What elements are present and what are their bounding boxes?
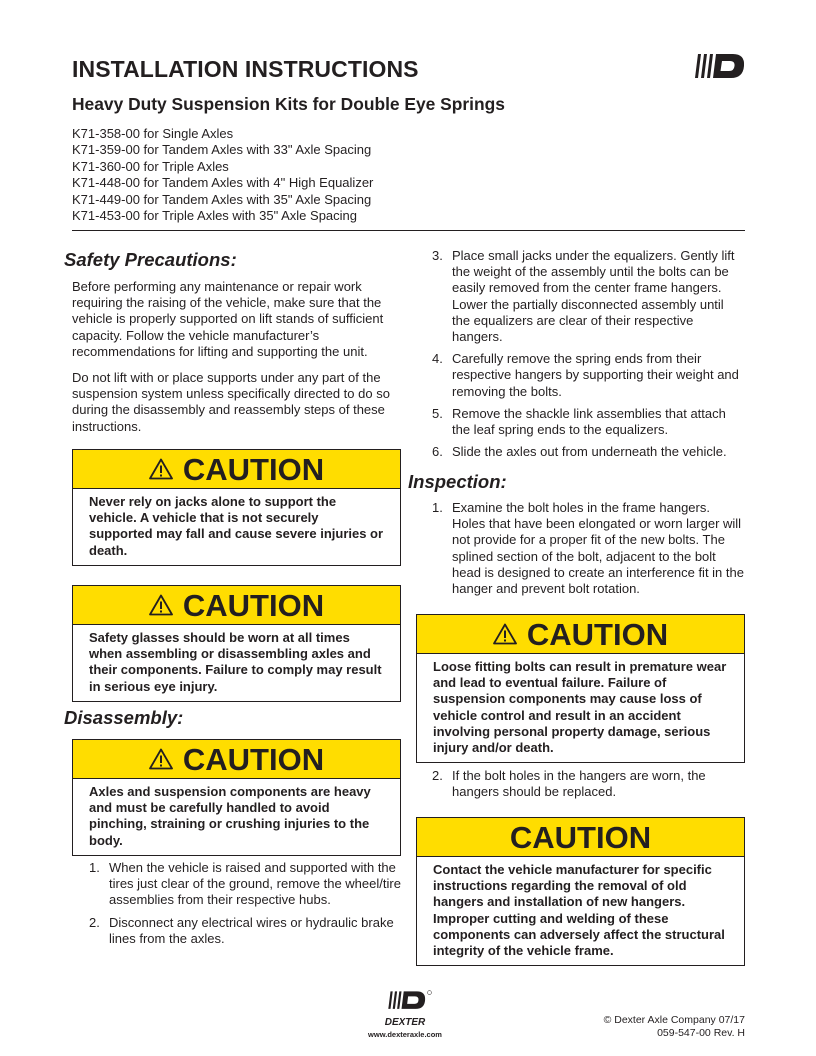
step-number: 5. <box>432 405 443 421</box>
list-item <box>432 248 744 345</box>
step-text: Place small jacks under the equalizers. Gently lift the weight of the assembly until the bolts can be easily removed from the center frame hangers. Lower the partially disconnected assembly until the equalizers are clear of their respective hangers. <box>452 248 735 345</box>
inspection-steps <box>432 500 744 597</box>
caution-box-glasses <box>72 585 401 702</box>
dexter-logo-icon <box>388 988 432 1016</box>
list-item <box>432 768 744 800</box>
kit-item: K71-453-00 for Triple Axles with 35" Axle Spacing <box>72 208 357 224</box>
inspection-steps-continued <box>432 768 744 800</box>
list-item <box>432 500 744 597</box>
kit-item: K71-449-00 for Tandem Axles with 35" Axle Spacing <box>72 191 372 207</box>
step-text: Slide the axles out from underneath the vehicle. <box>452 444 727 460</box>
document-subtitle: Heavy Duty Suspension Kits for Double Eye Springs <box>72 94 505 114</box>
step-text: Examine the bolt holes in the frame hangers. Holes that have been elongated or worn larger will not provide for a proper fit of the new bolts. The splined section of the bolt, adjacent to the bolt head is designed to create an interference fit in the hanger and prevent bolt rotation. <box>452 500 744 597</box>
step-text: If the bolt holes in the hangers are worn, the hangers should be replaced. <box>452 768 706 800</box>
step-number: 1. <box>432 500 443 515</box>
kit-item: K71-448-00 for Tandem Axles with 4" High Equalizer <box>72 175 374 191</box>
kit-item: K71-358-00 for Single Axles <box>72 126 234 141</box>
step-text: When the vehicle is raised and supported with the tires just clear of the ground, remove the wheel/tire assemblies from their respective hubs. <box>109 860 401 908</box>
disassembly-steps-right <box>432 248 744 460</box>
caution-box-jacks <box>72 449 401 566</box>
safety-heading: Safety Precautions: <box>64 249 237 270</box>
caution-label: CAUTION <box>509 819 652 855</box>
step-number: 3. <box>432 248 443 263</box>
footer-copyright <box>604 1014 745 1040</box>
list-item <box>432 406 744 438</box>
caution-message: Contact the vehicle manufacturer for specific instructions regarding the removal of old hangers and installation of new hangers. Improper cutting and welding of these components can adversely affect the structural integrity of the vehicle frame. <box>433 862 725 959</box>
kit-item: K71-359-00 for Tandem Axles with 33" Axle Spacing <box>72 142 372 158</box>
kit-list <box>72 126 373 224</box>
footer-url[interactable]: www.dexteraxle.com <box>368 1030 442 1039</box>
copyright-text: © Dexter Axle Company 07/17 <box>603 1014 745 1026</box>
caution-message: Safety glasses should be worn at all times when assembling or disassembling axles and their components. Failure to comply may result in serious eye injury. <box>89 630 382 694</box>
caution-box-hangers <box>416 817 745 966</box>
caution-message: Never rely on jacks alone to support the vehicle. A vehicle that is not securely supported may fall and cause severe injuries or death. <box>89 494 384 558</box>
caution-message: Axles and suspension components are heavy and must be carefully handled to avoid pinching, straining or crushing injuries to the body. <box>89 784 371 848</box>
caution-banner <box>73 450 400 489</box>
footer-logo <box>370 988 440 1048</box>
step-number: 4. <box>432 351 443 367</box>
step-number: 1. <box>89 860 100 875</box>
caution-message: Loose fitting bolts can result in premature wear and lead to eventual failure. Failure of suspension components may cause loss of vehicle control and result in an accident involving personal property damage, serious injury and/or death. <box>433 659 727 756</box>
list-item <box>89 915 401 947</box>
footer-brand: DEXTER <box>384 1017 426 1028</box>
warning-triangle-icon <box>149 594 173 616</box>
header-divider <box>72 230 745 231</box>
caution-banner <box>73 740 400 779</box>
caution-banner <box>417 615 744 654</box>
caution-label: CAUTION <box>526 616 669 652</box>
caution-banner <box>417 818 744 857</box>
safety-paragraph: Before performing any maintenance or repair work requiring the raising of the vehicle, make sure that the vehicle is properly supported on lift stands of sufficient capacity. Follow the vehicle manufacturer’s recommendations for lifting and supporting the unit. <box>72 279 384 359</box>
warning-triangle-icon <box>149 458 173 480</box>
kit-item: K71-360-00 for Triple Axles <box>72 158 229 174</box>
caution-label: CAUTION <box>182 587 325 623</box>
list-item <box>432 444 744 460</box>
list-item <box>432 351 744 400</box>
caution-box-heavy <box>72 739 401 856</box>
disassembly-heading: Disassembly: <box>64 707 184 728</box>
caution-label: CAUTION <box>182 451 325 487</box>
step-text: Remove the shackle link assemblies that attach the leaf spring ends to the equalizers. <box>452 405 726 438</box>
step-text: Disconnect any electrical wires or hydraulic brake lines from the axles. <box>109 914 394 946</box>
step-number: 2. <box>432 768 443 783</box>
step-text: Carefully remove the spring ends from their respective hangers by supporting their weight and removing the bolts. <box>452 351 739 399</box>
safety-paragraph: Do not lift with or place supports under any part of the suspension system unless specifically directed to do so during the disassembly and reassembly steps of these instructions. <box>72 370 390 434</box>
caution-box-bolts <box>416 614 745 763</box>
list-item <box>89 860 401 909</box>
step-number: 6. <box>432 444 443 460</box>
inspection-heading: Inspection: <box>408 471 507 492</box>
caution-label: CAUTION <box>182 741 325 777</box>
warning-triangle-icon <box>149 748 173 770</box>
warning-triangle-icon <box>493 623 517 645</box>
step-number: 2. <box>89 914 100 930</box>
document-number: 059-547-00 Rev. H <box>657 1027 745 1039</box>
dexter-logo-icon <box>695 52 745 80</box>
caution-banner <box>73 586 400 625</box>
document-title: INSTALLATION INSTRUCTIONS <box>72 56 419 82</box>
disassembly-steps-left <box>89 860 401 947</box>
safety-text <box>72 279 398 435</box>
